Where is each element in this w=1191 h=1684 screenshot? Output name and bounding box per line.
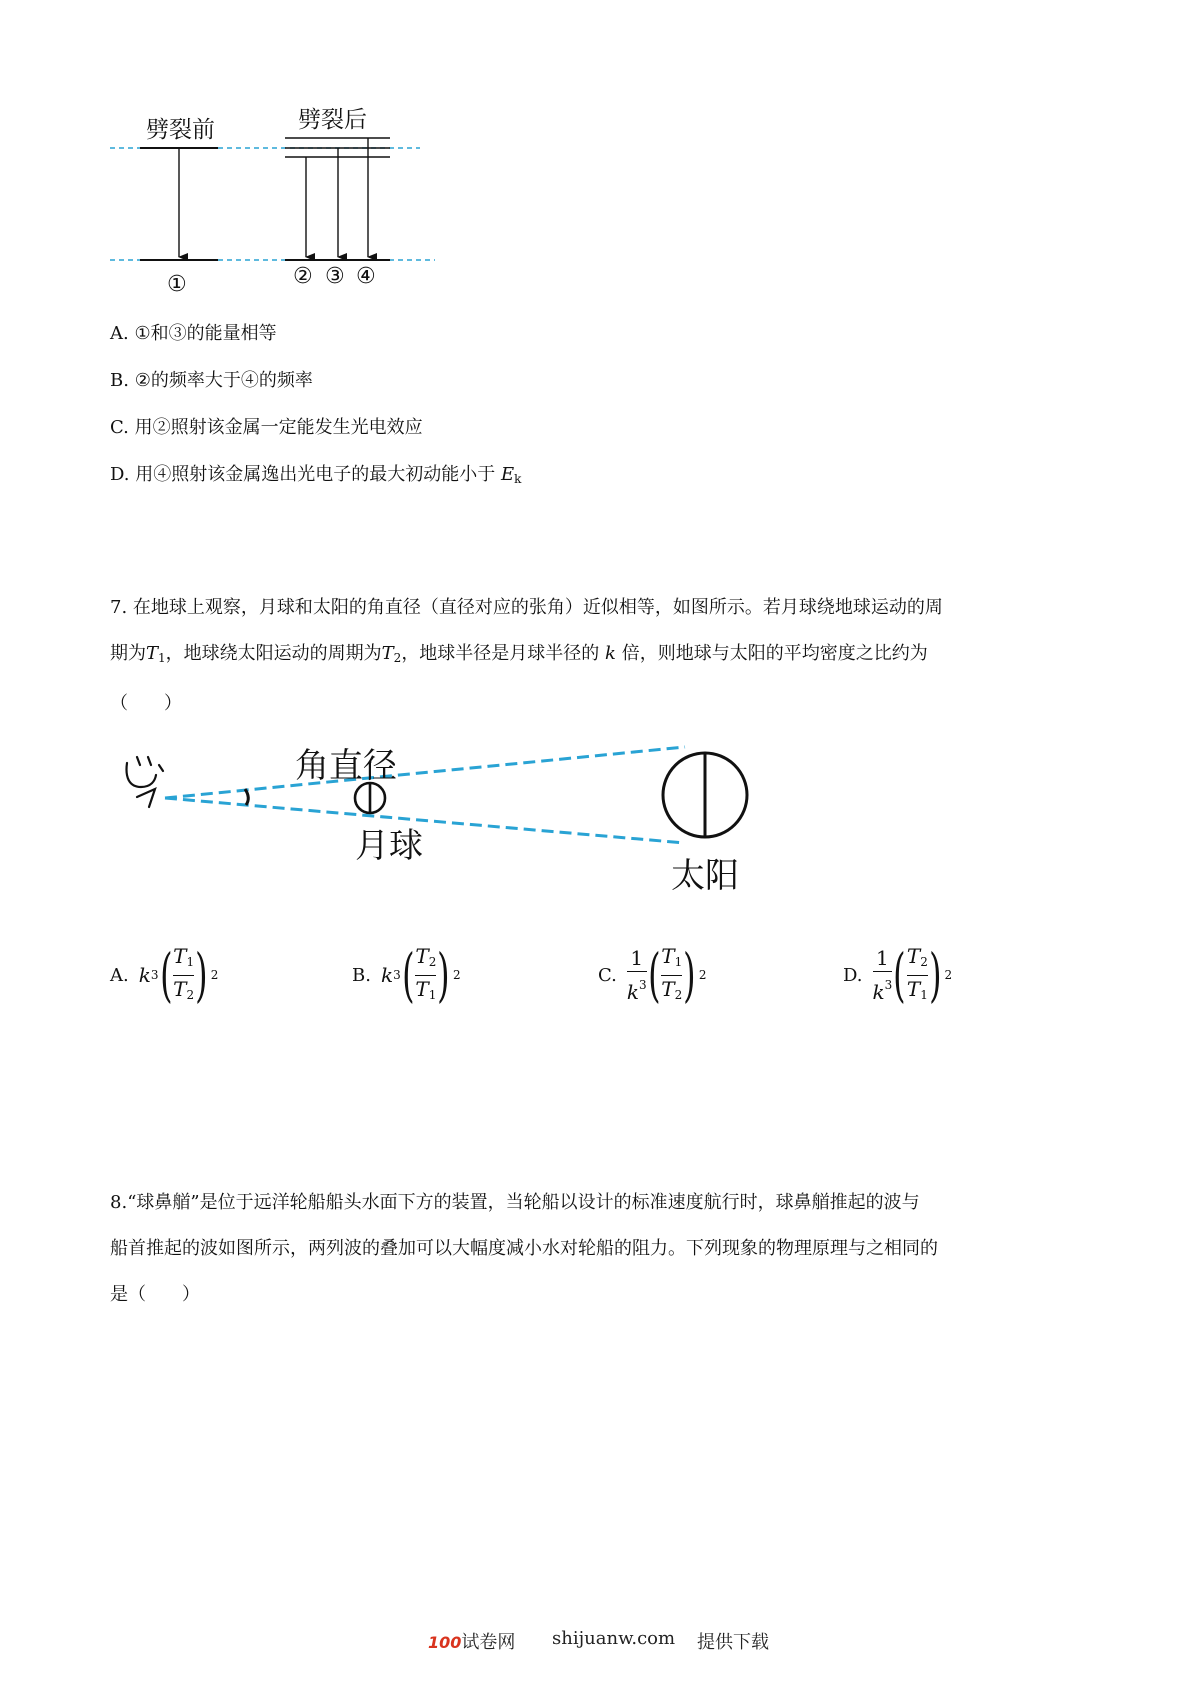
q7-number: 7.: [110, 597, 128, 618]
q7-line-2: 期为$T_1$，地球绕太阳运动的周期为$T_2$，地球半径是月球半径的 k 倍，则地球与太阳的平均密度之比约为: [110, 643, 928, 665]
logo-text: 试卷网: [461, 1632, 516, 1653]
marker-4: ④: [356, 264, 376, 289]
angular-diameter-diagram: [115, 735, 755, 905]
q7-choice-d[interactable]: D. $\frac{1}{k^3}$ ( $\frac{T_2}{T_1}$ ) 2: [843, 941, 953, 1009]
energy-level-diagram: [100, 95, 440, 305]
angle-arc: [245, 789, 248, 805]
q6-option-a[interactable]: [110, 322, 277, 346]
ek-subscript: k: [514, 472, 522, 486]
q7-choice-b[interactable]: B. k 3 ( $\frac{T_2}{T_1}$ ) 2: [352, 941, 461, 1009]
option-label: C.: [110, 417, 129, 438]
marker-2: ②: [293, 264, 313, 289]
option-label: A.: [110, 323, 129, 344]
option-text: ②的频率大于④的频率: [134, 370, 313, 391]
period-fraction: $\frac{T_1}{T_2}$: [661, 943, 683, 1002]
download-text: 提供下载: [697, 1632, 769, 1653]
q8-number: 8.: [110, 1192, 128, 1213]
coefficient-fraction: $\frac{1}{k^3}$: [626, 946, 647, 1004]
q8-line-1: 8.“球鼻艏”是位于远洋轮船船头水面下方的装置，当轮船以设计的标准速度航行时，球鼻艏推起的波与: [110, 1192, 920, 1213]
coefficient-fraction: $\frac{1}{k^3}$: [872, 946, 893, 1004]
q6-option-b[interactable]: [110, 369, 313, 393]
marker-1: ①: [167, 272, 187, 297]
period-fraction: $\frac{T_2}{T_1}$: [906, 943, 928, 1002]
site-url[interactable]: shijuanw.com: [552, 1628, 676, 1649]
q7-choice-a[interactable]: A. k 3 ( $\frac{T_1}{T_2}$ ) 2: [110, 941, 219, 1009]
choice-label: D.: [843, 964, 863, 986]
label-after: 劈裂后: [298, 107, 367, 133]
choice-label: C.: [598, 964, 617, 986]
q8-line-3: 是（ ）: [110, 1284, 200, 1305]
choice-label: B.: [352, 964, 371, 986]
q8-stem: [110, 1180, 1085, 1318]
period-fraction: $\frac{T_1}{T_2}$: [173, 943, 195, 1002]
q7-line-3: （ ）: [110, 693, 182, 714]
q7-choice-c[interactable]: C. $\frac{1}{k^3}$ ( $\frac{T_1}{T_2}$ ) 2: [598, 941, 707, 1009]
q7-line-1: 7. 在地球上观察，月球和太阳的角直径（直径对应的张角）近似相等，如图所示。若月球绕地球运动的周: [110, 597, 943, 618]
site-logo[interactable]: [428, 1628, 515, 1654]
period-fraction: $\frac{T_2}{T_1}$: [415, 943, 437, 1002]
option-label: D.: [110, 464, 130, 485]
sight-line-bottom: [165, 798, 685, 843]
label-moon: 月球: [355, 826, 423, 866]
label-sun: 太阳: [671, 856, 739, 896]
label-angular-diameter: 角直径: [295, 746, 397, 786]
option-text: 用②照射该金属一定能发生光电效应: [134, 417, 423, 438]
q6-option-d[interactable]: [110, 463, 521, 491]
ek-symbol: E: [500, 464, 515, 485]
sight-line-top: [165, 747, 685, 798]
label-before: 劈裂前: [146, 117, 215, 143]
eye-icon: [127, 757, 163, 807]
choice-label: A.: [110, 964, 129, 986]
option-label: B.: [110, 370, 129, 391]
logo-number: 100: [428, 1633, 462, 1652]
option-text: ①和③的能量相等: [134, 323, 277, 344]
q7-stem: [110, 585, 1085, 727]
option-text: 用④照射该金属逸出光电子的最大初动能小于: [135, 464, 496, 485]
q6-option-c[interactable]: [110, 416, 423, 440]
marker-3: ③: [325, 264, 345, 289]
q8-line-2: 船首推起的波如图所示，两列波的叠加可以大幅度减小水对轮船的阻力。下列现象的物理原理与之相同的: [110, 1238, 938, 1259]
